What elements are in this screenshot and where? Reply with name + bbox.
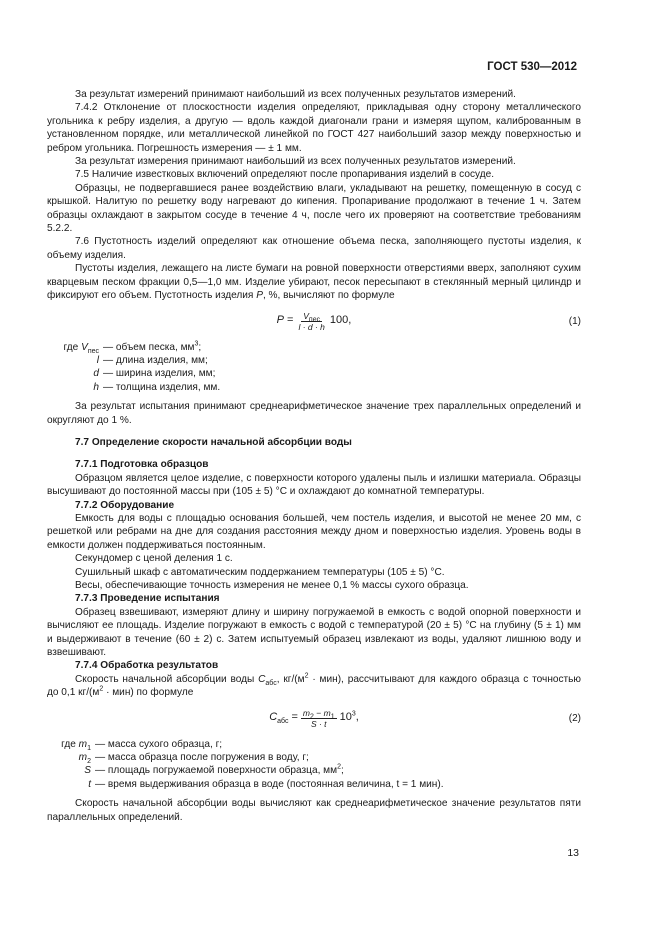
fraction: $\frac{V_{пес}}{l \cdot d \cdot h}$ (298, 310, 325, 332)
heading-7-7: 7.7 Определение скорости начальной абсорбции воды (75, 436, 352, 448)
paragraph-14: Образец взвешивают, измеряют длину и ширину погружаемой в емкость с водой опорной поверхности и вычисляют ее площадь. Изделие погружают в емкость с водой с температурой (20 ± 5) °С на глубину (5 ± 1) мм и выдерживают в течение (60 ± 2) с. Затем испытуемый образец извлекают из воды, удаляют лишнюю воду и взвешивают. (47, 606, 581, 659)
formula-2: $C_{абс}$ = $\frac{m_2 - m_1}{S \cdot t}$ $10^3$, (2) (269, 707, 581, 729)
paragraph-7-6: 7.6 Пустотность изделий определяют как отношение объема песка, заполняющего пустоты изделия, к объему изделия. (47, 236, 581, 261)
heading-7-7-2: 7.7.2 Оборудование (75, 499, 175, 511)
paragraph-16: Скорость начальной абсорбции воды вычисляют как среднеарифметическое значение результатов пяти параллельных определений. (47, 798, 581, 823)
definition-item: d — ширина изделия, мм; (93, 368, 216, 380)
definition-item: где $m_1$ — масса сухого образца, г; (61, 738, 223, 752)
standard-header: ГОСТ 530—2012 (487, 61, 577, 73)
fraction: $\frac{m_2 - m_1}{S \cdot t}$ (302, 707, 335, 729)
formula-number: (1) (568, 315, 581, 327)
definition-item: l — длина изделия, мм; (96, 354, 208, 366)
paragraph-9: Образцом является целое изделие, с поверхности которого удалены пыль и излишки материала. Образцы высушивают до постоянной массы при (105 ± 5) °С и охлаждают до комнатной температуры. (47, 472, 581, 498)
paragraph-3: За результат измерения принимают наибольший из всех полученных результатов измерений. (75, 156, 516, 168)
definition-item: где $V_{пес}$ — объем песка, $мм^3$; (63, 340, 202, 355)
formula-1: P = $\frac{V_{пес}}{l \cdot d \cdot h}$ 100, (1) (276, 310, 581, 332)
definition-item: t — время выдерживания образца в воде (постоянная величина, t = 1 мин). (88, 778, 444, 790)
paragraph-10: Емкость для воды с площадью основания большей, чем постель изделия, и высотой не менее 20 мм, с решеткой или ребрами на дне для создания расстояния между дном и поверхностью изделия. Уровень воды в емкости должен поддерживаться постоянным. (47, 512, 581, 551)
definition-item: h — толщина изделия, мм. (93, 381, 221, 393)
paragraph-15: Скорость начальной абсорбции воды $C_{абс}$, $кг/(м^2 \cdot мин)$, рассчитывают для каждого образца с точностью до 0,1 $кг/(м^2 \cdot мин)$ по формуле (47, 672, 582, 699)
definitions-1 (47, 341, 581, 395)
heading-7-7-4: 7.7.4 Обработка результатов (75, 660, 219, 672)
definition-item: S — площадь погружаемой поверхности образца, $мм^2$; (84, 764, 344, 777)
page-content (47, 88, 581, 824)
page-number: 13 (567, 847, 579, 859)
paragraph-7-4-2: 7.4.2 Отклонение от плоскостности изделия определяют, прикладывая одну сторону металлического угольника к ребру изделия, а другую — вдоль каждой диагонали грани и измеряя щупом, калиброванным в установленном порядке, или металлической линейкой по ГОСТ 427 наибольший зазор между поверхностью и ребром угольника. Погрешность измерения — ± 1 мм. (47, 102, 581, 154)
paragraph-1: За результат измерений принимают наибольший из всех полученных результатов измерений. (75, 89, 516, 100)
definitions-2 (47, 738, 581, 792)
paragraph-5: Образцы, не подвергавшиеся ранее воздействию влаги, укладывают на решетку, помещенную в сосуд с крышкой. Налитую по решетку воду нагревают до кипения. Пропаривание продолжают в течение 1 ч. Затем образцы охлаждают в закрытом сосуде в течение 4 ч, после чего их проверяют на соответствие требованиям 5.2.2. (47, 182, 581, 235)
heading-7-7-3: 7.7.3 Проведение испытания (75, 593, 220, 605)
paragraph-12: Сушильный шкаф с автоматическим поддержанием температуры (105 ± 5) °С. (75, 566, 445, 578)
paragraph-7: Пустоты изделия, лежащего на листе бумаги на ровной поверхности отверстиями вверх, заполняют сухим кварцевым песком фракции 0,5—1,0 мм. Изделие убирают, песок пересыпают в стеклянный мерный цилиндр и фиксируют его объем. Пустотность изделия P, %, вычисляют по формуле (47, 263, 581, 302)
formula-number: (2) (568, 712, 581, 724)
paragraph-11: Секундомер с ценой деления 1 с. (75, 553, 233, 565)
definition-item: $m_2$ — масса образца после погружения в воду, г; (78, 752, 309, 766)
paragraph-7-5: 7.5 Наличие известковых включений определяют после пропаривания изделий в сосуде. (75, 169, 495, 181)
heading-7-7-1: 7.7.1 Подготовка образцов (75, 459, 209, 471)
paragraph-13: Весы, обеспечивающие точность измерения не менее 0,1 % массы сухого образца. (75, 580, 469, 591)
paragraph-8: За результат испытания принимают среднеарифметическое значение трех параллельных определений и округляют до 1 %. (47, 401, 581, 426)
